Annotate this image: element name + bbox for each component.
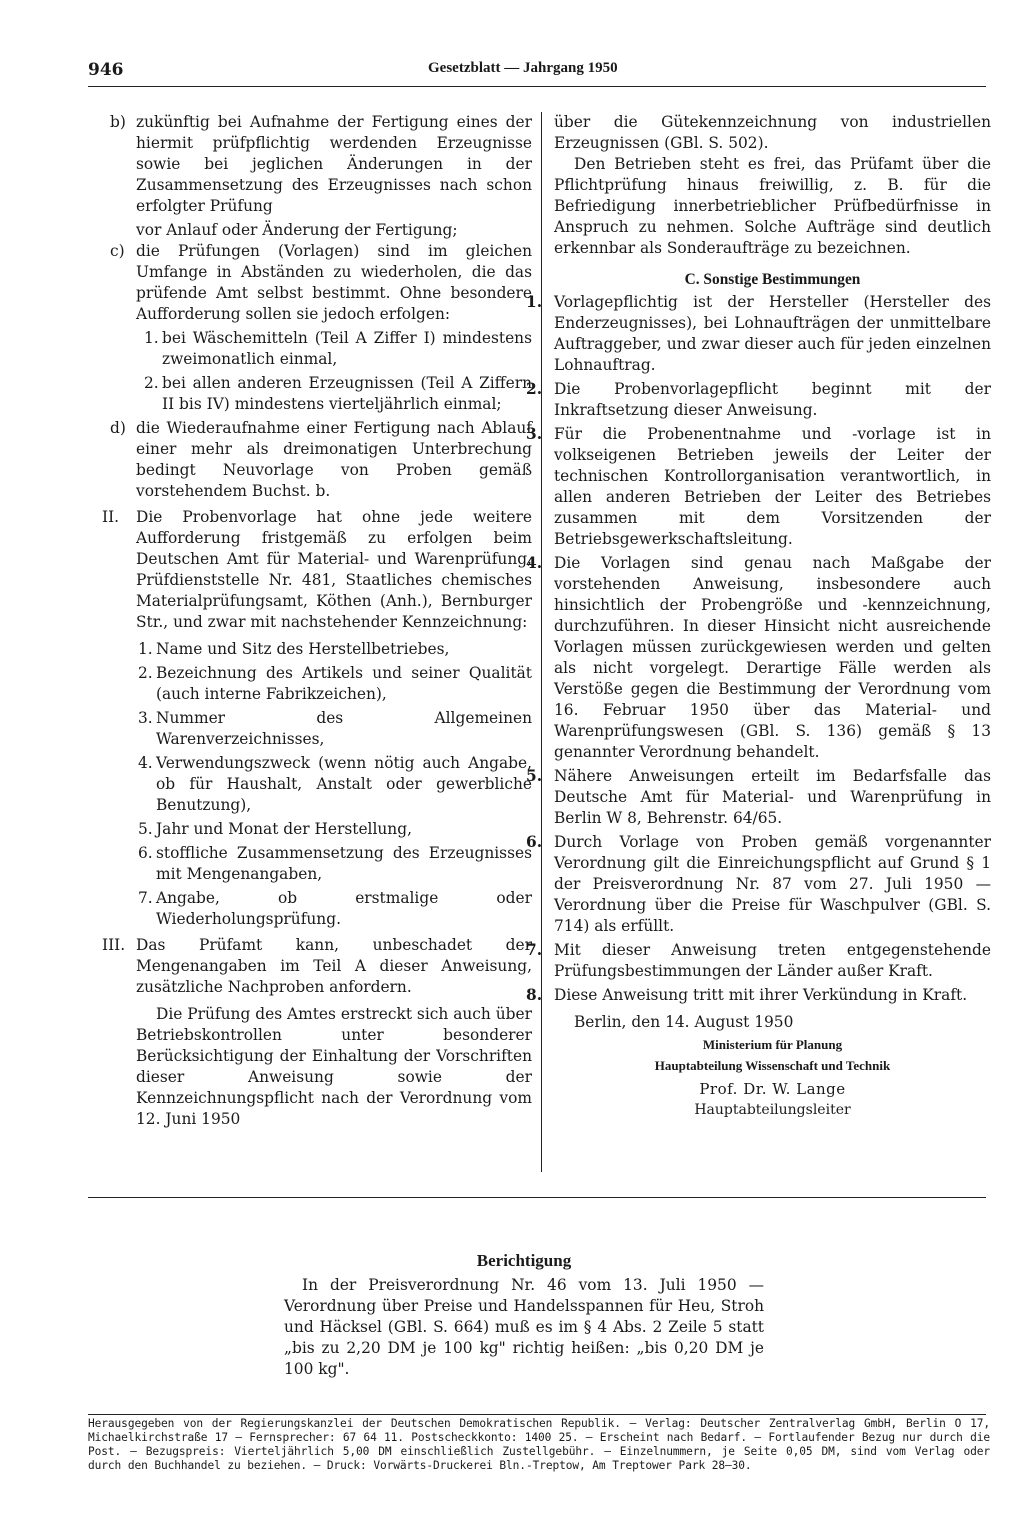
numbered-provision — [526, 553, 991, 763]
right-column — [526, 112, 991, 1121]
list-item — [136, 819, 532, 840]
list-text: Nummer des Allgemeinen Warenverzeichnisses, — [156, 709, 532, 748]
provision-number: 2. — [526, 380, 543, 398]
page-number: 946 — [88, 60, 124, 80]
clause-c — [110, 241, 532, 325]
list-number: 1. — [144, 329, 159, 347]
numbered-provision — [526, 292, 991, 376]
clause-label: b) — [110, 113, 126, 131]
numbered-provision — [526, 940, 991, 982]
footer-rule — [88, 1414, 986, 1415]
list-item — [136, 708, 532, 750]
numbered-provision — [526, 832, 991, 937]
clause-text: zukünftig bei Aufnahme der Fertigung eines der hiermit prüfpflichtig werdenden Erzeugnisse sowie bei jeglichen Änderungen in der Zusammensetzung des Erzeugnisses nach schon erfolgter Prüfung — [136, 113, 532, 215]
list-text: stoffliche Zusammensetzung des Erzeugnisses mit Mengenangaben, — [156, 844, 532, 883]
list-number: 1. — [138, 640, 153, 658]
list-text: Jahr und Monat der Herstellung, — [156, 820, 412, 838]
paragraph: Den Betrieben steht es frei, das Prüfamt über die Pflichtprüfung hinaus freiwillig, z. B. für die Befriedigung innerbetrieblicher Prüfbedürfnisse in Anspruch zu nehmen. Solche Aufträge sind deutlich erkennbar als Sonderaufträge zu bezeichnen. — [554, 155, 991, 257]
clause-label: d) — [110, 419, 126, 437]
list-number: 7. — [138, 889, 153, 907]
column-divider — [541, 112, 542, 1172]
list-item — [136, 888, 532, 930]
continuation-text: über die Gütekennzeichnung von industriellen Erzeugnissen (GBl. S. 502). — [554, 113, 991, 152]
correction-notice — [284, 1250, 764, 1380]
list-number: 4. — [138, 754, 153, 772]
numbered-provision — [526, 766, 991, 829]
list-text: Name und Sitz des Herstellbetriebes, — [156, 640, 450, 658]
correction-title: Berichtigung — [476, 1251, 572, 1270]
list-text: Verwendungszweck (wenn nötig auch Angabe, ob für Haushalt, Anstalt oder gewerbliche Benutzung), — [156, 754, 532, 814]
clause-label: c) — [110, 242, 125, 260]
clause-text: die Wiederaufnahme einer Fertigung nach Ablauf einer mehr als dreimonatigen Unterbrechung bedingt Neuvorlage von Proben gemäß vorstehendem Buchst. b. — [136, 419, 532, 500]
roman-label: II. — [102, 508, 120, 526]
provision-text: Für die Probenentnahme und -vorlage ist in volkseigenen Betrieben jeweils der Leiter der technischen Kontrollorganisation verantwortlich, in allen anderen Betrieben der Leiter des Betriebes zusammen mit dem Vorsitzenden der Betriebsgewerkschaftsleitung. — [554, 425, 991, 548]
list-number: 2. — [144, 374, 159, 392]
provision-text: Die Vorlagen sind genau nach Maßgabe der vorstehenden Anweisung, insbesondere auch hinsichtlich der Probengröße und -kennzeichnung, durchzuführen. In dieser Hinsicht nicht ausreichende Vorlagen müssen zurückgewiesen werden und gelten als nicht vorgelegt. Derartige Fälle werden als Verstöße gegen die Bestimmung der Verordnung vom 16. Februar 1950 über das Material- und Warenprüfungswesen (GBl. S. 136) gemäß § 13 genannter Verordnung behandelt. — [554, 554, 991, 761]
list-text: bei allen anderen Erzeugnissen (Teil A Ziffern II bis IV) mindestens vierteljährlich einmal; — [162, 374, 532, 413]
provision-number: 3. — [526, 425, 543, 443]
provision-text: Durch Vorlage von Proben gemäß vorgenannter Verordnung gilt die Einreichungspflicht auf Grund § 1 der Preisverordnung Nr. 87 vom 27. Juli 1950 — Verordnung über die Preise für Waschpulver (GBl. S. 714) als erfüllt. — [554, 833, 991, 935]
list-item — [136, 753, 532, 816]
provision-text: Die Probenvorlagepflicht beginnt mit der Inkraftsetzung dieser Anweisung. — [554, 380, 991, 419]
left-column — [102, 112, 532, 1130]
roman-label: III. — [102, 936, 126, 954]
provision-number: 7. — [526, 941, 543, 959]
clause-text: die Prüfungen (Vorlagen) sind im gleichen Umfange in Abständen zu wiederholen, die das prüfende Amt selbst bestimmt. Ohne besondere Aufforderung sollen sie jedoch erfolgen: — [136, 242, 532, 323]
provision-text: Mit dieser Anweisung treten entgegenstehende Prüfungsbestimmungen der Länder außer Kraft. — [554, 941, 991, 980]
signatory-role: Hauptabteilungsleiter — [694, 1102, 851, 1118]
list-number: 5. — [138, 820, 153, 838]
ministry-name: Ministerium für Planung — [702, 1037, 843, 1052]
clause-c-item — [142, 373, 532, 415]
clause-b — [110, 112, 532, 217]
section-text: Die Probenvorlage hat ohne jede weitere Aufforderung fristgemäß zu erfolgen beim Deutschen Amt für Material- und Warenprüfung, Prüfdienststelle Nr. 481, Staatliches chemisches Materialprüfungsamt, Köthen (Anh.), Bernburger Str., und zwar mit nachstehender Kennzeichnung: — [136, 508, 532, 631]
page-header — [88, 58, 986, 88]
provision-number: 4. — [526, 554, 543, 572]
list-item — [136, 663, 532, 705]
clause-c-item — [142, 328, 532, 370]
section-iii — [102, 935, 532, 998]
list-item — [136, 843, 532, 885]
section-ii — [102, 507, 532, 633]
list-text: Angabe, ob erstmalige oder Wiederholungsprüfung. — [156, 889, 532, 928]
provision-text: Vorlagepflichtig ist der Hersteller (Hersteller des Enderzeugnisses), bei Lohnaufträgen der unmittelbare Auftraggeber, und zwar dieser auch für jeden einzelnen Lohnauftrag. — [554, 293, 991, 374]
section-heading: C. Sonstige Bestimmungen — [684, 271, 861, 288]
provision-number: 8. — [526, 986, 543, 1004]
list-number: 3. — [138, 709, 153, 727]
list-text: bei Wäschemitteln (Teil A Ziffer I) mindestens zweimonatlich einmal, — [162, 329, 532, 368]
numbered-provision — [526, 424, 991, 550]
clause-b-tail: vor Anlauf oder Änderung der Fertigung; — [136, 221, 458, 239]
journal-title: Gesetzblatt — Jahrgang 1950 — [428, 60, 618, 76]
list-text: Bezeichnung des Artikels und seiner Qualität (auch interne Fabrikzeichen), — [156, 664, 532, 703]
signatory-name: Prof. Dr. W. Lange — [699, 1080, 846, 1098]
provision-text: Diese Anweisung tritt mit ihrer Verkündung in Kraft. — [554, 986, 968, 1004]
list-item — [136, 639, 532, 660]
imprint-footer: Herausgegeben von der Regierungskanzlei der Deutschen Demokratischen Republik. — Verlag: Deutscher Zentralverlag GmbH, Berlin O 17, Michaelkirchstraße 17 — Fernsprecher: 67 64 11. Postscheckkonto: 1400 25. — Erscheint nach Bedarf. — Fortlaufender Bezug nur durch die Post. — Bezugspreis: Vierteljährlich 5,00 DM einschließlich Zustellgebühr. — Einzelnummern, je Seite 0,05 DM, sind vom Verlag oder durch den Buchhandel zu beziehen. — Druck: Vorwärts-Druckerei Bln.-Treptow, Am Treptower Park 28—30. — [88, 1417, 990, 1472]
list-number: 2. — [138, 664, 153, 682]
numbered-provision — [526, 985, 991, 1006]
section-iii-paragraph: Die Prüfung des Amtes erstreckt sich auch über Betriebskontrollen unter besonderer Berücksichtigung der Einhaltung der Vorschriften dieser Anweisung sowie der Kennzeichnungspflicht nach der Verordnung vom 12. Juni 1950 — [136, 1005, 532, 1128]
signature-date: Berlin, den 14. August 1950 — [574, 1013, 794, 1031]
provision-number: 6. — [526, 833, 543, 851]
provision-number: 1. — [526, 293, 543, 311]
numbered-provision — [526, 379, 991, 421]
list-number: 6. — [138, 844, 153, 862]
provision-number: 5. — [526, 767, 543, 785]
provision-text: Nähere Anweisungen erteilt im Bedarfsfalle das Deutsche Amt für Material- und Warenprüfung in Berlin W 8, Behrenstr. 64/65. — [554, 767, 991, 827]
header-rule — [88, 86, 986, 87]
section-text: Das Prüfamt kann, unbeschadet der Mengenangaben im Teil A dieser Anweisung, zusätzliche Nachproben anfordern. — [136, 936, 532, 996]
department-name: Hauptabteilung Wissenschaft und Technik — [654, 1058, 891, 1073]
clause-d — [110, 418, 532, 502]
correction-text: In der Preisverordnung Nr. 46 vom 13. Juli 1950 — Verordnung über Preise und Handelsspannen für Heu, Stroh und Häcksel (GBl. S. 664) muß es im § 4 Abs. 2 Zeile 5 statt „bis zu 2,20 DM je 100 kg" richtig heißen: „bis 0,20 DM je 100 kg". — [284, 1276, 764, 1378]
section-rule — [88, 1197, 986, 1198]
